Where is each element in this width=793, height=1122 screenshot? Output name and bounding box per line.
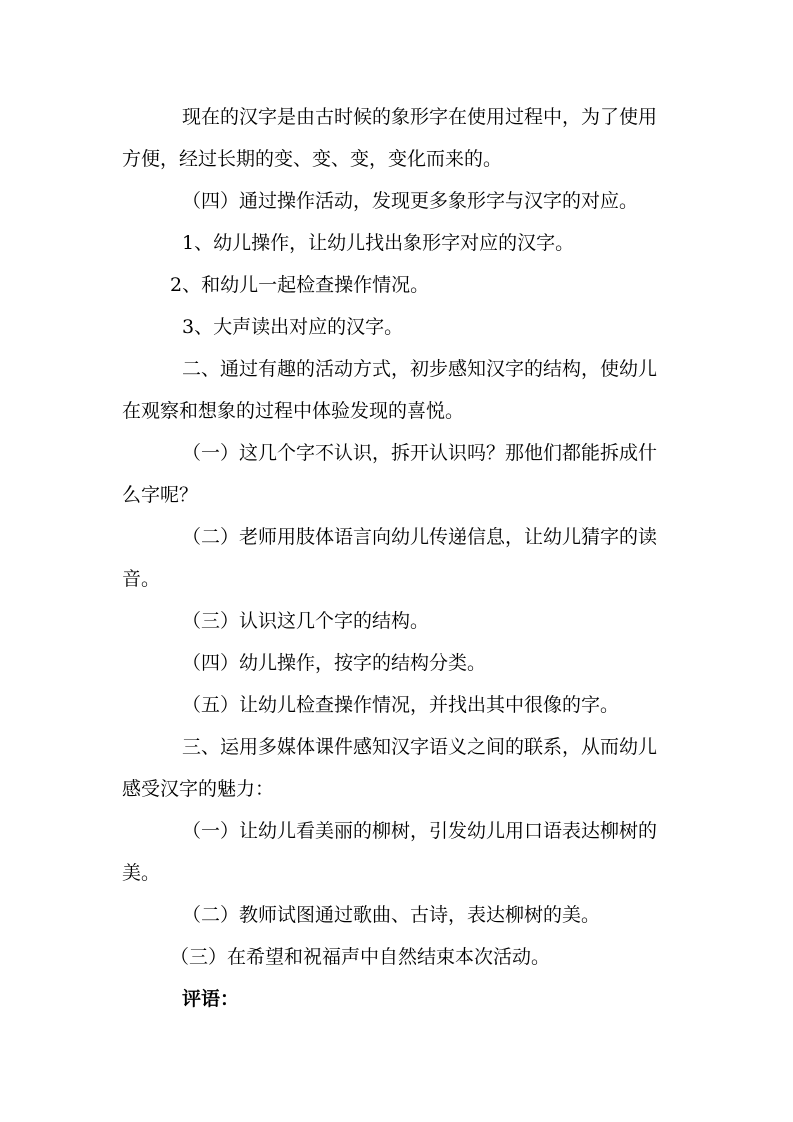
paragraph-line: 美。 bbox=[122, 862, 161, 884]
paragraph-line: 二、通过有趣的活动方式，初步感知汉字的结构，使幼儿 bbox=[182, 358, 658, 380]
paragraph-line: （一）让幼儿看美丽的柳树，引发幼儿用口语表达柳树的 bbox=[182, 820, 658, 842]
paragraph-line: 在观察和想象的过程中体验发现的喜悦。 bbox=[122, 400, 465, 422]
paragraph-line: 2、和幼儿一起检查操作情况。 bbox=[170, 274, 430, 296]
paragraph-line: 方便，经过长期的变、变、变，变化而来的。 bbox=[122, 148, 503, 170]
paragraph-line: （四）幼儿操作，按字的结构分类。 bbox=[182, 652, 487, 674]
paragraph-line: （三）认识这几个字的结构。 bbox=[182, 610, 430, 632]
paragraph-line: 现在的汉字是由古时候的象形字在使用过程中，为了使用 bbox=[182, 106, 658, 128]
paragraph-line: （二）教师试图通过歌曲、古诗，表达柳树的美。 bbox=[182, 904, 601, 926]
paragraph-line: （四）通过操作活动，发现更多象形字与汉字的对应。 bbox=[182, 190, 639, 212]
paragraph-line: （二）老师用肢体语言向幼儿传递信息，让幼儿猜字的读 bbox=[182, 526, 658, 548]
comment-heading: 评语： bbox=[182, 988, 240, 1010]
paragraph-line: 3、大声读出对应的汉字。 bbox=[182, 316, 404, 338]
paragraph-line: （一）这几个字不认识，拆开认识吗？那他们都能拆成什 bbox=[182, 442, 658, 464]
paragraph-line: 音。 bbox=[122, 568, 161, 590]
paragraph-line: 么字呢？ bbox=[122, 484, 199, 506]
paragraph-line: 三、运用多媒体课件感知汉字语义之间的联系，从而幼儿 bbox=[182, 736, 658, 758]
paragraph-line: 1、幼儿操作，让幼儿找出象形字对应的汉字。 bbox=[182, 232, 575, 254]
paragraph-line: （五）让幼儿检查操作情况，并找出其中很像的字。 bbox=[182, 694, 620, 716]
paragraph-line: （三）在希望和祝福声中自然结束本次活动。 bbox=[170, 946, 551, 968]
paragraph-line: 感受汉字的魅力： bbox=[122, 778, 275, 800]
